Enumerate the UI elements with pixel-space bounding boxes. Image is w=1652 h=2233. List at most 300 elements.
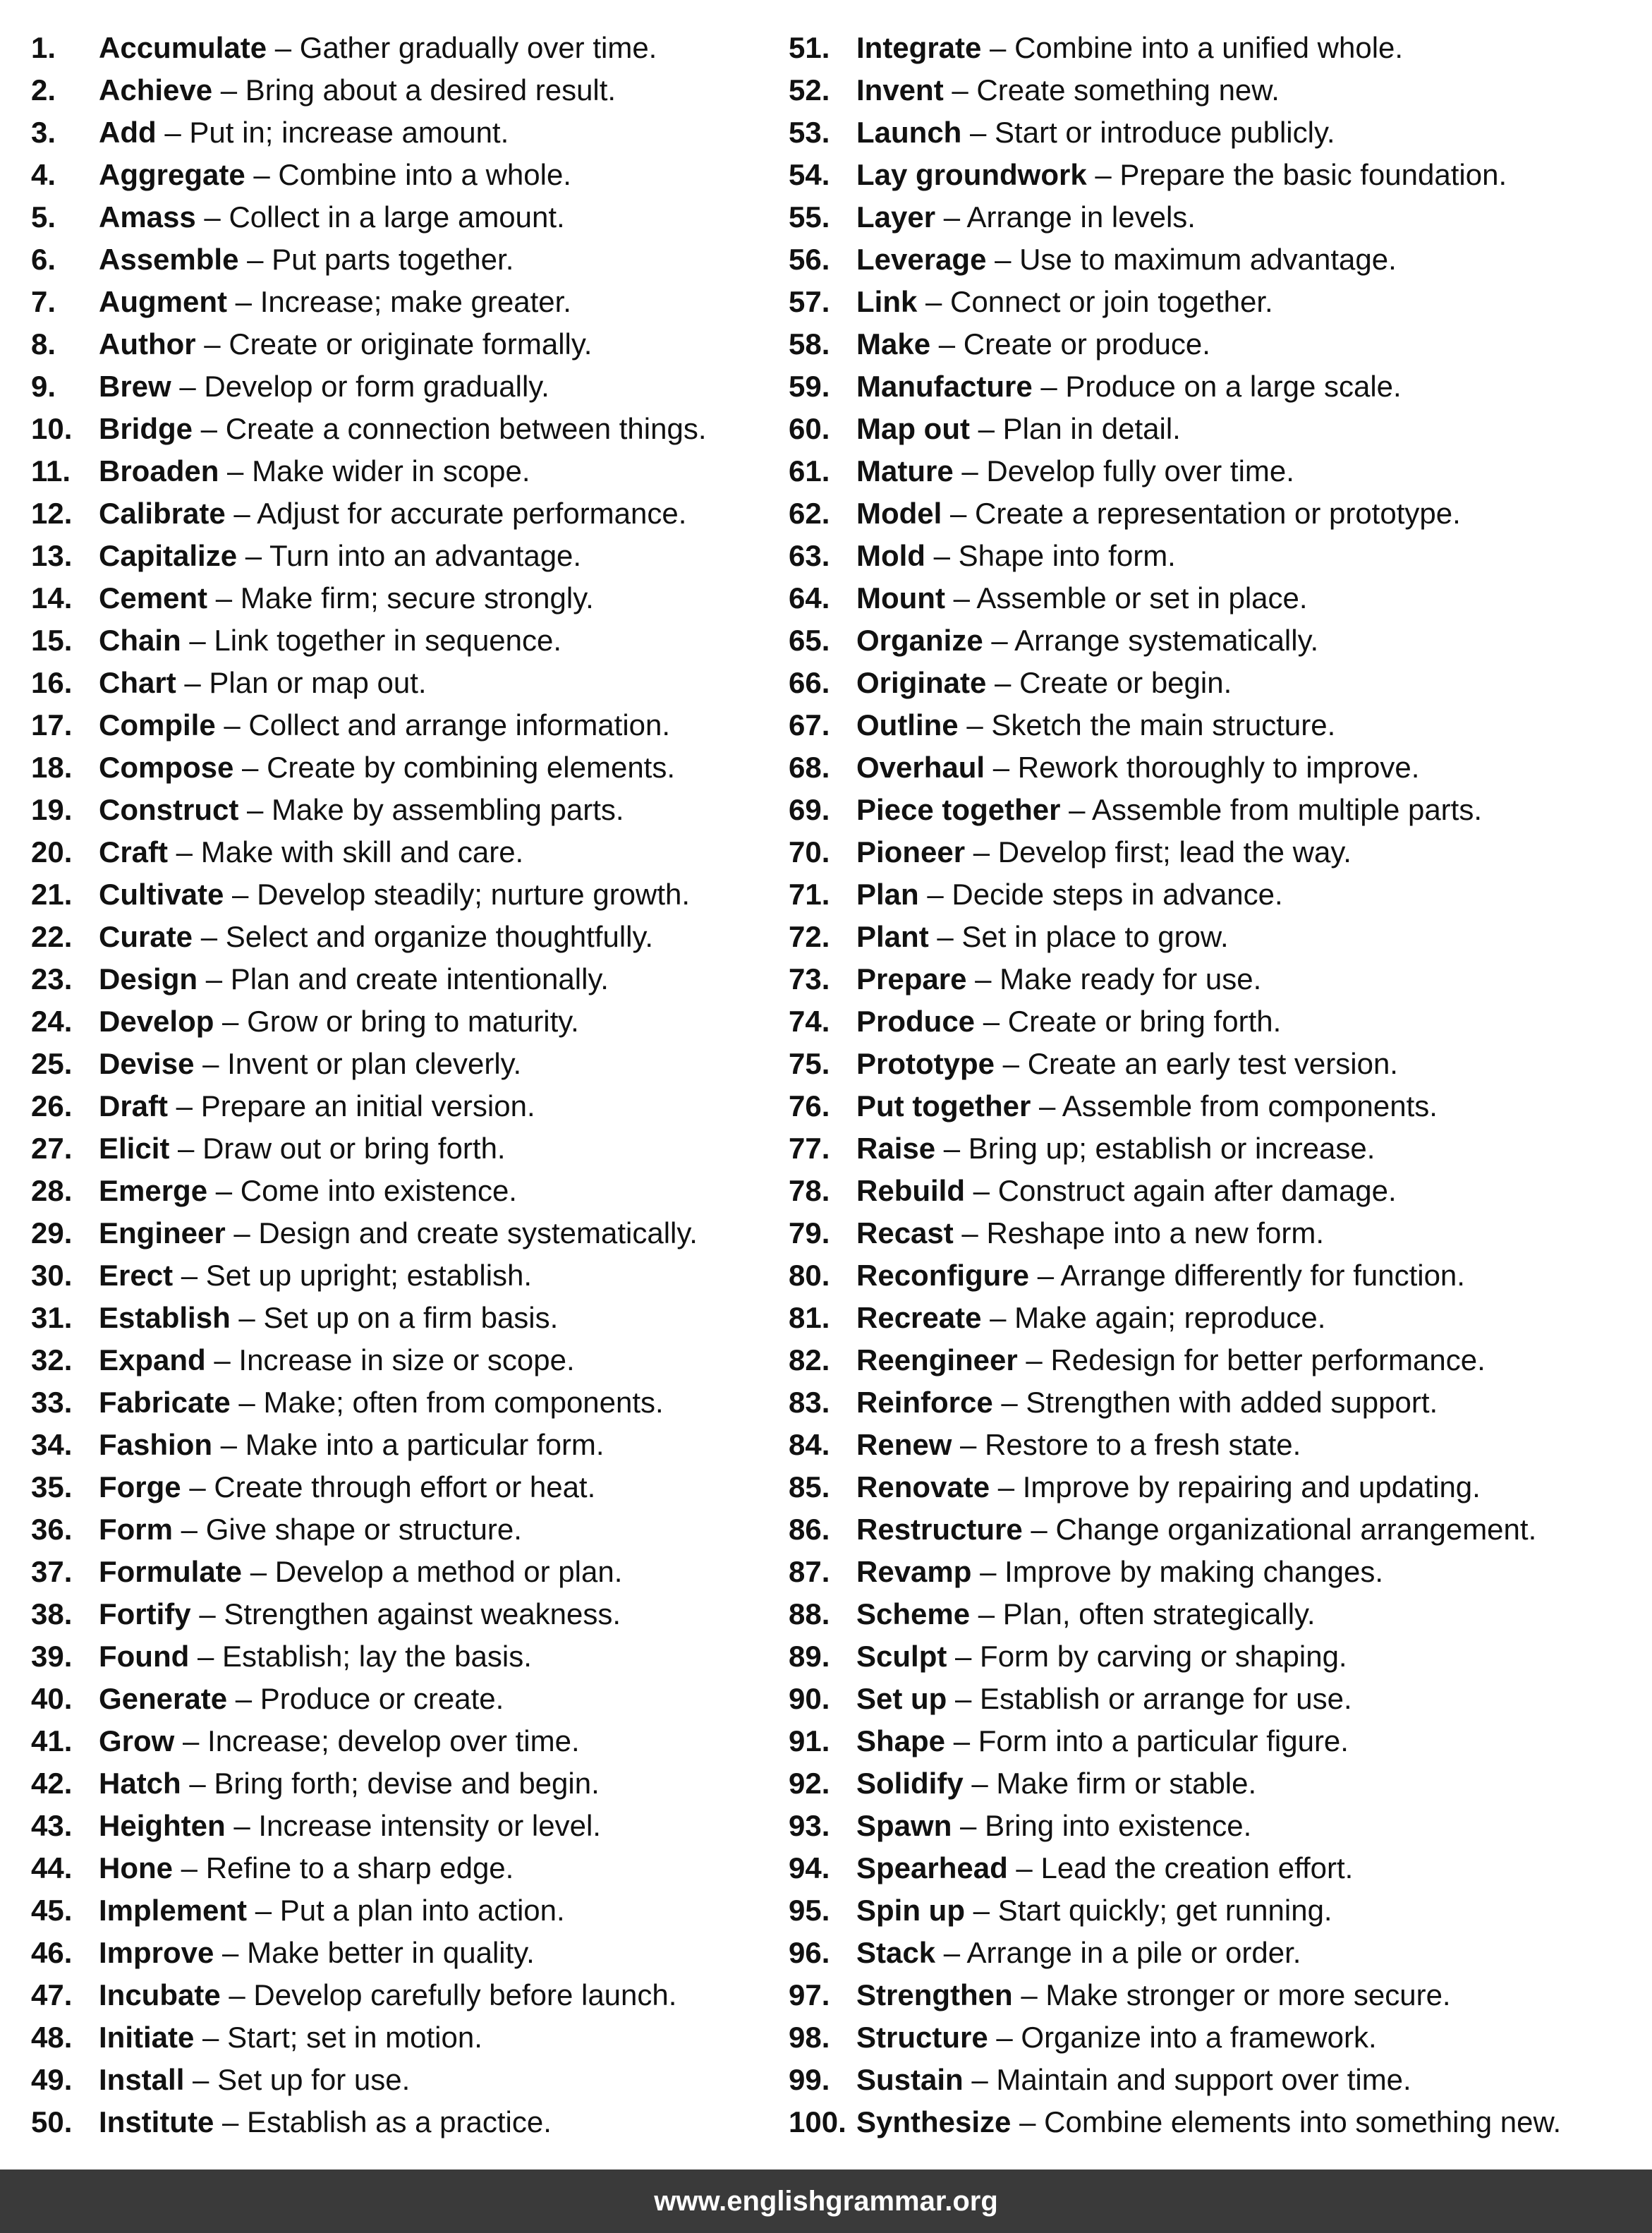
item-text <box>856 535 1176 577</box>
item-text <box>856 492 1461 535</box>
item-term: Achieve <box>99 73 213 107</box>
list-item <box>789 1085 1635 1127</box>
item-text <box>856 281 1273 323</box>
item-term: Pioneer <box>856 835 966 869</box>
item-term: Brew <box>99 370 171 403</box>
item-term: Heighten <box>99 1809 226 1842</box>
item-term: Fashion <box>99 1428 213 1461</box>
item-term: Leverage <box>856 243 987 276</box>
item-text <box>99 1762 600 1805</box>
item-definition: Develop carefully before launch. <box>253 1978 677 2011</box>
item-definition: Decide steps in advance. <box>952 878 1283 911</box>
list-item <box>31 492 779 535</box>
list-item <box>31 746 779 789</box>
item-term: Mount <box>856 581 945 615</box>
item-separator: – <box>935 1936 967 1969</box>
item-number: 26. <box>31 1089 73 1122</box>
list-item <box>31 365 779 408</box>
item-text <box>99 873 690 916</box>
item-text <box>856 1170 1397 1212</box>
item-term: Emerge <box>99 1174 208 1207</box>
item-term: Synthesize <box>856 2105 1012 2138</box>
item-number: 98. <box>789 2021 830 2054</box>
item-separator: – <box>988 2021 1021 2054</box>
item-definition: Give shape or structure. <box>205 1513 522 1546</box>
item-term: Reconfigure <box>856 1259 1030 1292</box>
item-term: Shape <box>856 1724 946 1757</box>
item-text <box>99 323 592 365</box>
item-number: 86. <box>789 1513 830 1546</box>
list-item <box>789 831 1635 873</box>
item-text <box>99 958 609 1000</box>
item-separator: – <box>219 454 253 488</box>
item-text <box>99 2101 552 2143</box>
item-text <box>856 1932 1301 1974</box>
item-definition: Set up on a firm basis. <box>263 1301 559 1334</box>
item-number: 69. <box>789 793 830 826</box>
item-text <box>99 535 581 577</box>
item-separator: – <box>930 327 964 361</box>
item-text <box>856 408 1181 450</box>
list-item <box>789 111 1635 154</box>
item-text <box>856 1762 1256 1805</box>
item-definition: Prepare the basic foundation. <box>1119 158 1507 191</box>
item-separator: – <box>184 2063 218 2096</box>
item-term: Broaden <box>99 454 219 488</box>
item-separator: – <box>169 1132 203 1165</box>
item-definition: Maintain and support over time. <box>996 2063 1411 2096</box>
item-definition: Link together in sequence. <box>214 624 562 657</box>
item-term: Design <box>99 962 198 996</box>
list-item <box>31 958 779 1000</box>
item-separator: – <box>214 1936 248 1969</box>
item-number: 92. <box>789 1767 830 1800</box>
item-definition: Produce or create. <box>260 1682 504 1715</box>
item-definition: Assemble from components. <box>1062 1089 1438 1122</box>
item-number: 3. <box>31 116 56 149</box>
item-definition: Put parts together. <box>272 243 514 276</box>
item-term: Spawn <box>856 1809 952 1842</box>
item-definition: Create through effort or heat. <box>214 1470 596 1503</box>
item-separator: – <box>230 1301 264 1334</box>
item-separator: – <box>238 243 272 276</box>
item-definition: Form by carving or shaping. <box>980 1640 1347 1673</box>
item-text <box>856 662 1232 704</box>
item-text <box>99 1720 580 1762</box>
item-definition: Increase intensity or level. <box>258 1809 601 1842</box>
item-definition: Make better in quality. <box>247 1936 535 1969</box>
item-separator: – <box>971 1555 1005 1588</box>
item-term: Capitalize <box>99 539 238 572</box>
item-term: Construct <box>99 793 239 826</box>
list-item <box>31 1551 779 1593</box>
item-term: Add <box>99 116 157 149</box>
item-separator: – <box>945 1724 978 1757</box>
item-separator: – <box>207 581 241 615</box>
item-separator: – <box>952 1809 985 1842</box>
item-number: 97. <box>789 1978 830 2011</box>
list-item <box>789 2059 1635 2101</box>
item-text <box>856 746 1419 789</box>
list-item <box>789 1508 1635 1551</box>
item-definition: Form into a particular figure. <box>978 1724 1349 1757</box>
item-definition: Increase; make greater. <box>260 285 571 318</box>
list-item <box>789 238 1635 281</box>
item-number: 23. <box>31 962 73 996</box>
list-item <box>31 789 779 831</box>
list-item <box>31 196 779 238</box>
item-separator: – <box>224 878 257 911</box>
footer-website: www.englishgrammar.org <box>654 2185 998 2217</box>
item-number: 75. <box>789 1047 830 1080</box>
item-text <box>856 1720 1349 1762</box>
item-text <box>856 1212 1324 1254</box>
item-definition: Invent or plan cleverly. <box>227 1047 522 1080</box>
item-number: 25. <box>31 1047 73 1080</box>
list-item <box>31 1424 779 1466</box>
word-list-column-right <box>789 27 1635 2143</box>
item-separator: – <box>227 1682 260 1715</box>
list-item <box>789 1805 1635 1847</box>
item-definition: Design and create systematically. <box>258 1216 698 1249</box>
item-term: Mature <box>856 454 954 488</box>
item-number: 44. <box>31 1851 73 1884</box>
list-item <box>789 704 1635 746</box>
item-separator: – <box>958 708 992 742</box>
list-item <box>789 1593 1635 1635</box>
item-separator: – <box>965 835 998 869</box>
item-number: 42. <box>31 1767 73 1800</box>
item-separator: – <box>975 1005 1008 1038</box>
item-separator: – <box>238 793 272 826</box>
item-term: Found <box>99 1640 190 1673</box>
item-definition: Develop a method or plan. <box>274 1555 623 1588</box>
item-number: 18. <box>31 751 73 784</box>
item-definition: Grow or bring to maturity. <box>247 1005 579 1038</box>
item-text <box>856 1678 1352 1720</box>
item-text <box>99 2059 410 2101</box>
item-number: 73. <box>789 962 830 996</box>
item-term: Overhaul <box>856 751 985 784</box>
list-item <box>789 873 1635 916</box>
list-item <box>789 154 1635 196</box>
list-item <box>31 704 779 746</box>
item-definition: Start; set in motion. <box>227 2021 482 2054</box>
item-separator: – <box>245 158 279 191</box>
item-number: 29. <box>31 1216 73 1249</box>
item-separator: – <box>214 1005 248 1038</box>
list-item <box>789 2016 1635 2059</box>
list-item <box>31 111 779 154</box>
item-number: 63. <box>789 539 830 572</box>
item-term: Revamp <box>856 1555 972 1588</box>
item-definition: Prepare an initial version. <box>200 1089 535 1122</box>
item-separator: – <box>242 1555 275 1588</box>
item-definition: Combine into a whole. <box>278 158 571 191</box>
list-item <box>31 408 779 450</box>
item-separator: – <box>190 1597 224 1630</box>
item-definition: Establish as a practice. <box>247 2105 552 2138</box>
item-number: 74. <box>789 1005 830 1038</box>
item-definition: Develop or form gradually. <box>204 370 549 403</box>
item-text <box>99 1381 664 1424</box>
item-term: Formulate <box>99 1555 243 1588</box>
item-term: Renew <box>856 1428 952 1461</box>
item-text <box>856 1974 1451 2016</box>
item-number: 27. <box>31 1132 73 1165</box>
item-text <box>856 111 1335 154</box>
list-item <box>789 323 1635 365</box>
item-text <box>99 1635 532 1678</box>
item-separator: – <box>983 624 1015 657</box>
item-text <box>856 238 1397 281</box>
item-definition: Bring up; establish or increase. <box>968 1132 1375 1165</box>
item-separator: – <box>917 285 951 318</box>
item-number: 46. <box>31 1936 73 1969</box>
list-item <box>31 1297 779 1339</box>
item-term: Restructure <box>856 1513 1023 1546</box>
item-separator: – <box>189 1640 222 1673</box>
item-number: 8. <box>31 327 56 361</box>
item-number: 64. <box>789 581 830 615</box>
item-number: 62. <box>789 497 830 530</box>
item-number: 67. <box>789 708 830 742</box>
list-item <box>31 1932 779 1974</box>
item-definition: Make firm or stable. <box>996 1767 1257 1800</box>
item-definition: Start quickly; get running. <box>997 1894 1332 1927</box>
list-item <box>31 450 779 492</box>
item-definition: Create or produce. <box>963 327 1210 361</box>
item-term: Bridge <box>99 412 193 445</box>
item-text <box>856 1000 1281 1043</box>
item-separator: – <box>214 2105 248 2138</box>
item-term: Compile <box>99 708 216 742</box>
item-number: 54. <box>789 158 830 191</box>
item-text <box>99 1551 622 1593</box>
item-definition: Collect in a large amount. <box>229 200 565 234</box>
item-definition: Adjust for accurate performance. <box>257 497 687 530</box>
item-definition: Create a connection between things. <box>225 412 707 445</box>
item-definition: Bring forth; devise and begin. <box>214 1767 600 1800</box>
item-text <box>99 1297 558 1339</box>
item-number: 47. <box>31 1978 73 2011</box>
list-item <box>31 1000 779 1043</box>
item-text <box>99 1508 522 1551</box>
list-item <box>789 1170 1635 1212</box>
item-text <box>856 154 1507 196</box>
item-separator: – <box>943 73 977 107</box>
item-definition: Establish or arrange for use. <box>980 1682 1352 1715</box>
item-separator: – <box>918 878 952 911</box>
item-text <box>99 1424 605 1466</box>
item-separator: – <box>1022 1513 1056 1546</box>
list-item <box>31 1805 779 1847</box>
list-item <box>789 1762 1635 1805</box>
item-definition: Increase in size or scope. <box>238 1343 575 1376</box>
item-definition: Restore to a fresh state. <box>985 1428 1301 1461</box>
item-definition: Bring about a desired result. <box>245 73 617 107</box>
item-separator: – <box>965 1174 998 1207</box>
list-item <box>789 1424 1635 1466</box>
item-term: Plant <box>856 920 929 953</box>
item-separator: – <box>194 1047 228 1080</box>
item-term: Cultivate <box>99 878 224 911</box>
item-number: 52. <box>789 73 830 107</box>
item-definition: Set up for use. <box>217 2063 411 2096</box>
item-number: 56. <box>789 243 830 276</box>
item-definition: Combine into a unified whole. <box>1014 31 1404 64</box>
list-item <box>31 1212 779 1254</box>
item-number: 34. <box>31 1428 73 1461</box>
item-term: Calibrate <box>99 497 226 530</box>
item-separator: – <box>935 1132 968 1165</box>
item-number: 78. <box>789 1174 830 1207</box>
item-separator: – <box>1060 793 1092 826</box>
item-number: 1. <box>31 31 56 64</box>
list-item <box>789 450 1635 492</box>
item-text <box>99 1593 621 1635</box>
item-number: 79. <box>789 1216 830 1249</box>
item-number: 17. <box>31 708 73 742</box>
item-separator: – <box>193 920 226 953</box>
item-term: Structure <box>856 2021 988 2054</box>
item-separator: – <box>1086 158 1120 191</box>
item-number: 24. <box>31 1005 73 1038</box>
item-text <box>99 1127 506 1170</box>
item-term: Rebuild <box>856 1174 965 1207</box>
item-term: Plan <box>856 878 919 911</box>
list-item <box>789 196 1635 238</box>
item-separator: – <box>947 1682 980 1715</box>
item-number: 94. <box>789 1851 830 1884</box>
item-definition: Make ready for use. <box>1000 962 1262 996</box>
item-definition: Come into existence. <box>240 1174 517 1207</box>
item-number: 93. <box>789 1809 830 1842</box>
item-term: Produce <box>856 1005 976 1038</box>
list-item <box>789 1339 1635 1381</box>
item-definition: Set up upright; establish. <box>205 1259 533 1292</box>
item-term: Set up <box>856 1682 947 1715</box>
item-number: 84. <box>789 1428 830 1461</box>
item-text <box>99 408 707 450</box>
item-definition: Produce on a large scale. <box>1065 370 1402 403</box>
item-definition: Organize into a framework. <box>1021 2021 1377 2054</box>
list-item <box>31 1043 779 1085</box>
item-separator: – <box>230 1386 264 1419</box>
item-text <box>856 365 1402 408</box>
item-term: Invent <box>856 73 944 107</box>
list-item <box>31 831 779 873</box>
item-text <box>99 746 675 789</box>
item-separator: – <box>981 31 1015 64</box>
item-number: 49. <box>31 2063 73 2096</box>
item-separator: – <box>953 454 987 488</box>
item-text <box>99 1170 517 1212</box>
item-term: Link <box>856 285 918 318</box>
item-number: 83. <box>789 1386 830 1419</box>
item-term: Elicit <box>99 1132 170 1165</box>
item-text <box>856 27 1403 69</box>
item-number: 35. <box>31 1470 73 1503</box>
item-term: Piece together <box>856 793 1061 826</box>
item-number: 20. <box>31 835 73 869</box>
item-number: 72. <box>789 920 830 953</box>
item-separator: – <box>964 1894 998 1927</box>
item-definition: Develop steadily; nurture growth. <box>257 878 691 911</box>
item-term: Generate <box>99 1682 228 1715</box>
item-definition: Strengthen with added support. <box>1026 1386 1438 1419</box>
item-text <box>99 1889 565 1932</box>
item-definition: Plan and create intentionally. <box>230 962 609 996</box>
item-term: Install <box>99 2063 185 2096</box>
item-text <box>856 958 1261 1000</box>
item-text <box>856 1508 1536 1551</box>
item-text <box>856 323 1210 365</box>
item-definition: Increase; develop over time. <box>207 1724 580 1757</box>
item-separator: – <box>173 1513 206 1546</box>
item-text <box>856 1127 1375 1170</box>
list-item <box>31 154 779 196</box>
list-item <box>31 27 779 69</box>
item-definition: Create by combining elements. <box>267 751 676 784</box>
item-definition: Refine to a sharp edge. <box>205 1851 514 1884</box>
list-item <box>31 1635 779 1678</box>
item-number: 32. <box>31 1343 73 1376</box>
item-term: Reengineer <box>856 1343 1018 1376</box>
item-text <box>99 1000 579 1043</box>
list-item <box>31 1720 779 1762</box>
item-definition: Shape into form. <box>958 539 1176 572</box>
item-number: 77. <box>789 1132 830 1165</box>
item-text <box>856 704 1335 746</box>
list-item <box>789 281 1635 323</box>
list-item <box>31 238 779 281</box>
list-item <box>789 1551 1635 1593</box>
item-definition: Redesign for better performance. <box>1050 1343 1486 1376</box>
item-text <box>856 2059 1411 2101</box>
item-definition: Create a representation or prototype. <box>975 497 1461 530</box>
list-item <box>31 323 779 365</box>
list-item <box>31 1339 779 1381</box>
item-term: Chain <box>99 624 181 657</box>
item-definition: Turn into an advantage. <box>269 539 582 572</box>
item-definition: Lead the creation effort. <box>1040 1851 1354 1884</box>
item-text <box>856 831 1352 873</box>
item-term: Model <box>856 497 942 530</box>
item-term: Raise <box>856 1132 936 1165</box>
item-separator: – <box>181 1470 214 1503</box>
item-number: 59. <box>789 370 830 403</box>
item-term: Recast <box>856 1216 954 1249</box>
item-definition: Create something new. <box>976 73 1280 107</box>
item-number: 21. <box>31 878 73 911</box>
item-text <box>99 1339 575 1381</box>
item-separator: – <box>928 920 962 953</box>
item-number: 81. <box>789 1301 830 1334</box>
item-term: Hatch <box>99 1767 181 1800</box>
item-text <box>99 196 565 238</box>
item-definition: Collect and arrange information. <box>248 708 671 742</box>
item-term: Mold <box>856 539 925 572</box>
list-item <box>789 1000 1635 1043</box>
item-definition: Make stronger or more secure. <box>1045 1978 1451 2011</box>
item-term: Prepare <box>856 962 967 996</box>
item-definition: Construct again after damage. <box>997 1174 1397 1207</box>
item-term: Prototype <box>856 1047 995 1080</box>
item-separator: – <box>195 327 229 361</box>
item-term: Compose <box>99 751 234 784</box>
item-number: 50. <box>31 2105 73 2138</box>
